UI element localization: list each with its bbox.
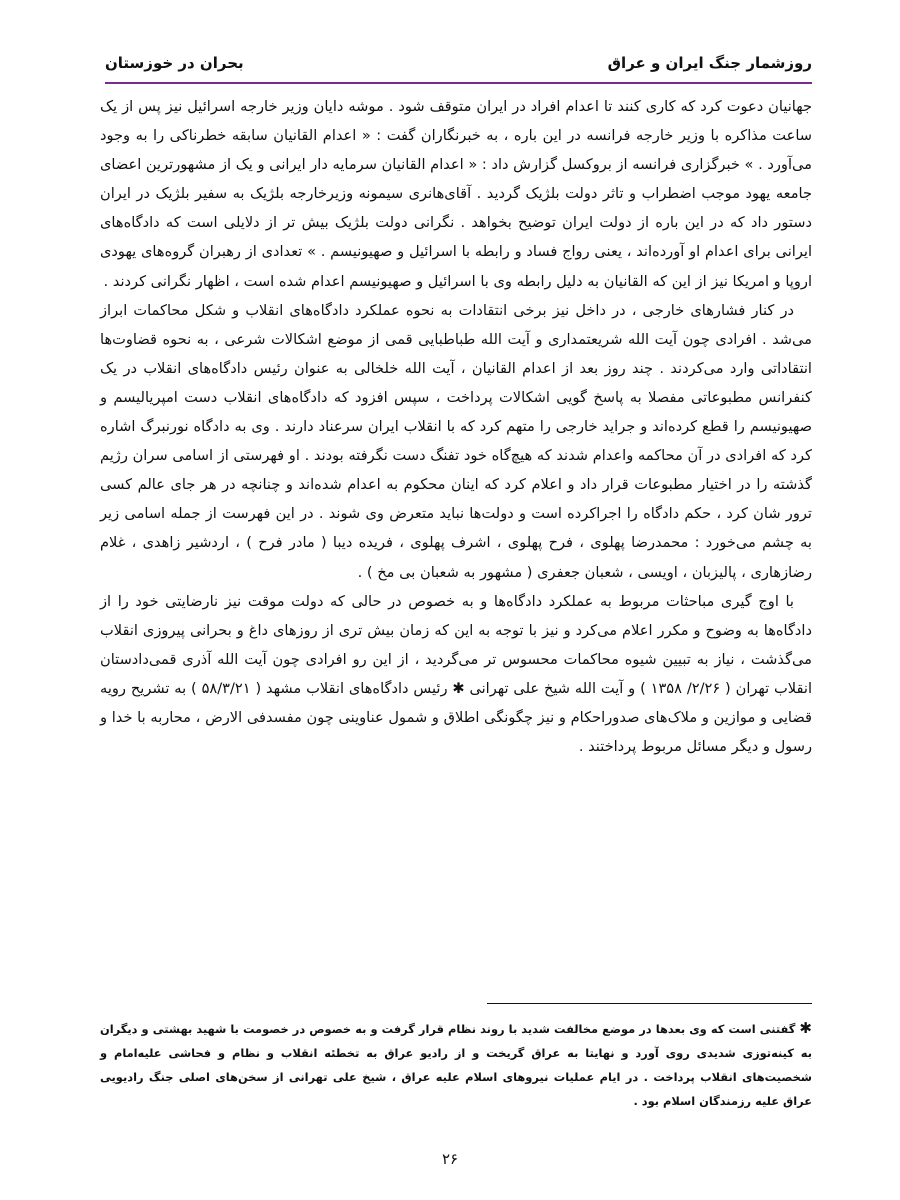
paragraph-3 xyxy=(100,587,812,762)
header-divider xyxy=(105,82,812,84)
footnote-reference-mark: ✱ xyxy=(452,679,465,697)
paragraph-1: جهانیان دعوت کرد که کاری کنند تا اعدام افراد در ایران متوقف شود . موشه دایان وزیر خارجه اسرائیل نیز پس از یک ساعت مذاکره با وزیر خارجه فرانسه در این باره ، به خبرنگاران گفت : « اعدام القانیان سابقه خطرناکی را به وجود می‌آورد . » خبرگزاری فرانسه از بروکسل گزارش داد : « اعدام القانیان سرمایه دار ایرانی و یک از مشهورترین اعضای جامعه یهود موجب اضطراب و تاثر دولت بلژیک گردید . آقای‌هانری سیمونه وزیرخارجه بلژیک به سفیر بلژیک در ایران دستور داد که در این باره از دولت ایران توضیح بخواهد . نگرانی دولت بلژیک بیش تر از دلایلی است که دادگاه‌های ایرانی برای اعدام او آورده‌اند ، یعنی رواج فساد و رابطه با اسرائیل و صهیونیسم . » تعدادی از رهبران گروه‌های یهودی اروپا و امریکا نیز از این که القانیان به دلیل رابطه وی با اسرائیل و صهیونیسم اعدام شده است ، اظهار نگرانی کردند . xyxy=(99,98,812,290)
page-number: ۲۶ xyxy=(441,1150,459,1168)
body-text xyxy=(100,92,812,761)
running-header xyxy=(105,48,812,78)
footnote-mark: ✱ xyxy=(799,1019,812,1037)
footnote xyxy=(100,1016,812,1113)
footnote-text: گفتنی است که وی بعدها در موضع مخالفت شدید با روند نظام قرار گرفت و به خصوص در خصومت با شهید بهشتی و دیگران به کینه‌توزی شدیدی روی آورد و نهایتا به عراق گریخت و از رادیو عراق به تخطئه انقلاب و نظام و فحاشی علیه‌امام و شخصیت‌های انقلاب پرداخت . در ایام عملیات نیروهای اسلام علیه عراق ، شیخ علی تهرانی از سخن‌های اصلی جنگ رادیویی عراق علیه رزمندگان اسلام بود . xyxy=(100,1022,812,1108)
paragraph-3-part-1: با اوج گیری مباحثات مربوط به عملکرد دادگاه‌ها و به خصوص در حالی که دولت موقت نیز نارضایتی خود را از دادگاه‌ها به وضوح و مکرر اعلام می‌کرد و نیز با توجه به این که زمان بیش تری از روزهای داغ و بحرانی پیروزی انقلاب می‌گذشت ، نیاز به تبیین شیوه محاکمات محسوس تر می‌گردید ، از این رو افرادی چون آیت الله آذری قمی‌دادستان انقلاب تهران ( ۲/۲۶/ ۱۳۵۸ ) و آیت الله شیخ علی تهرانی xyxy=(100,592,813,697)
paragraph-2: در کنار فشارهای خارجی ، در داخل نیز برخی انتقادات به نحوه عملکرد دادگاه‌های انقلاب و شکل محاکمات ابراز می‌شد . افرادی چون آیت الله شریعتمداری و آیت الله طباطبایی قمی از موضع اشکالات شرعی ، به نحوه قضاوت‌ها انتقاداتی وارد می‌کردند . چند روز بعد از اعدام القانیان ، آیت الله خلخالی به عنوان رئیس دادگاه‌های انقلاب در یک کنفرانس مطبوعاتی مفصلا به پاسخ گویی اشکالات پرداخت ، سپس افزود که دادگاه‌های انقلاب دست امپریالیسم و صهیونیسم را قطع کرده‌اند و جراید خارجی را متهم کرد که با انقلاب ایران سرعناد دارند . وی به دادگاه نورنبرگ اشاره کرد که افرادی در آن محاکمه واعدام شدند که هیچ‌گاه خود تفنگ دست نگرفته بودند . او فهرستی از اسامی سران رژیم گذشته را در اختیار مطبوعات قرار داد و اعلام کرد که اینان محکوم به اعدام شده‌اند و چنانچه در هر جای عالم کسی ترور شان کرد ، حکم دادگاه را اجراکرده است و دولت‌ها نباید متعرض وی شوند . در این فهرست از جمله اسامی زیر به چشم می‌خورد : محمدرضا پهلوی ، فرح پهلوی ، اشرف پهلوی ، فریده دیبا ( مادر فرح ) ، اردشیر زاهدی ، غلام رضازهاری ، پالیزبان ، اویسی ، شعبان جعفری ( مشهور به شعبان بی مخ ) . xyxy=(100,301,812,581)
chapter-title: بحران در خوزستان xyxy=(105,54,244,72)
footnote-divider xyxy=(487,1003,812,1004)
paragraph-3-part-2: رئیس دادگاه‌های انقلاب مشهد ( ۵۸/۳/۲۱ ) به تشریح رویه قضایی و موازین و ملاک‌های صدوراحکام و نیز چگونگی اطلاق و شمول عناوینی چون مفسدفی الارض ، محاربه با خدا و رسول و دیگر مسائل مربوط پرداختند . xyxy=(100,679,812,756)
book-title: روزشمار جنگ ایران و عراق xyxy=(607,54,812,72)
